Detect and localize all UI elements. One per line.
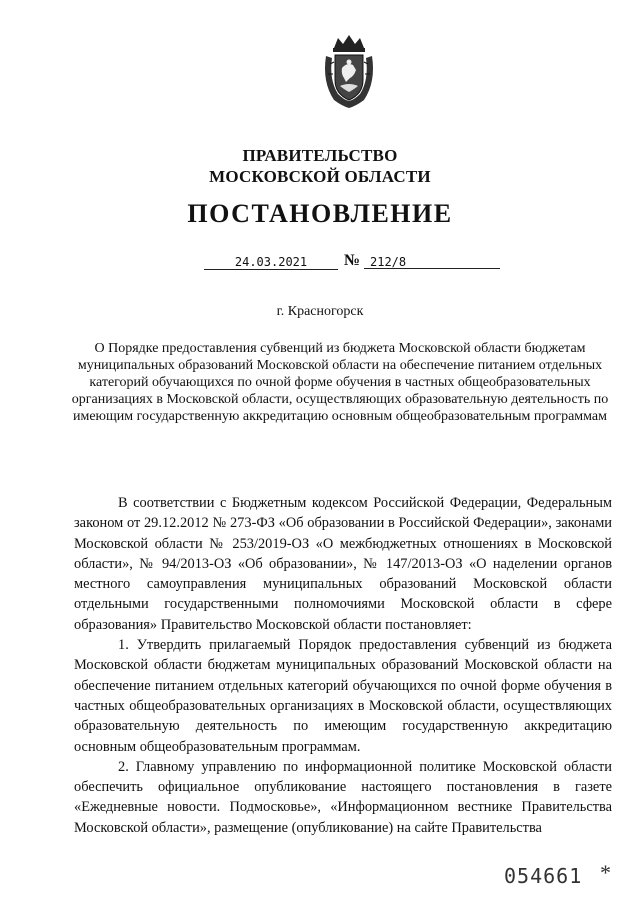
document-type: ПОСТАНОВЛЕНИЕ — [187, 199, 453, 228]
paragraph-preamble: В соответствии с Бюджетным кодексом Российской Федерации, Федеральным законом от 29.12.2012 № 273-ФЗ «Об образовании в Российской Федерации», законами Московской области № 253/2019-ОЗ «О межбюджетных отношениях в Московской области», № 94/2013-ОЗ «Об образовании», № 147/2013-ОЗ «О наделении органов местного самоуправления муниципальных образований Московской области отдельными государственными полномочиями Московской области в сфере образования» Правительство Московской области постановляет: — [74, 495, 612, 633]
coat-of-arms-icon — [320, 34, 378, 110]
document-body — [74, 493, 612, 838]
number-sign: № — [344, 252, 361, 269]
document-date: 24.03.2021 — [204, 255, 338, 270]
government-title-line2: МОСКОВСКОЙ ОБЛАСТИ — [209, 167, 431, 186]
paragraph-2: 2. Главному управлению по информационной политике Московской области обеспечить официальное опубликование настоящего постановления в газете «Ежедневные новости. Подмосковье», «Информационном вестнике Правительства Московской области», размещение (опубликование) на сайте Правительства — [74, 758, 612, 836]
government-title-line1: ПРАВИТЕЛЬСТВО — [242, 146, 398, 165]
document-number: 212/8 — [364, 255, 500, 269]
document-subject: О Порядке предоставления субвенций из бюджета Московской области бюджетам муниципальных образований Московской области на обеспечение питанием отдельных категорий обучающихся по очной форме обучения в частных общеобразовательных организациях в Московской области, осуществляющих образовательную деятельность по имеющим государственную аккредитацию основным общеобразовательным программам — [71, 341, 609, 424]
registration-stamp: 054661 — [504, 864, 583, 888]
stamp-star-mark: * — [600, 860, 611, 885]
city: г. Красногорск — [276, 304, 364, 319]
paragraph-1: 1. Утвердить прилагаемый Порядок предоставления субвенций из бюджета Московской области бюджетам муниципальных образований Московской области на обеспечение питанием отдельных категорий обучающихся по очной форме обучения в частных общеобразовательных организациях в Московской области, осуществляющих образовательную деятельность по имеющим государственную аккредитацию основным общеобразовательным программам. — [74, 637, 612, 755]
